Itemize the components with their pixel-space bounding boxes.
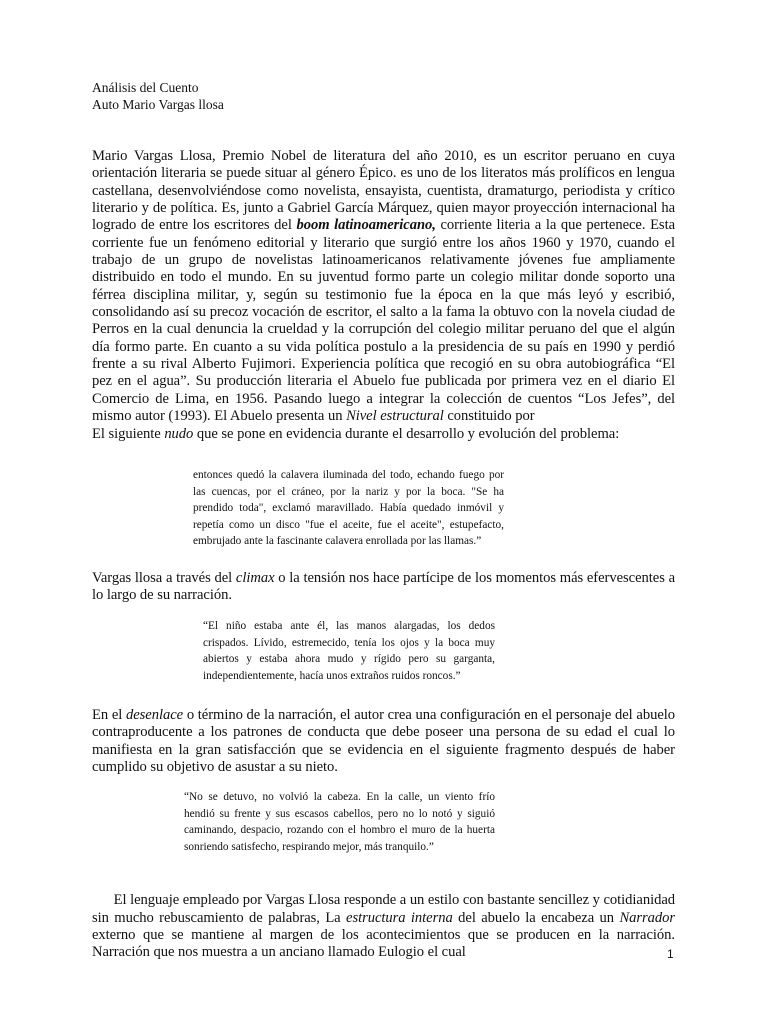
boom-emphasis: boom latinoamericano, bbox=[296, 217, 436, 234]
header-author: Auto Mario Vargas llosa bbox=[92, 97, 224, 112]
desenlace-emphasis: desenlace bbox=[126, 707, 184, 723]
quote-desenlace: “No se detuvo, no volvió la cabeza. En la calle, un viento frío hendió su frente y sus escasos cabellos, pero no lo notó y siguió caminando, despacio, rozando con el hombro el muro de la huerta sonriendo satisfecho, respirando mejor, más tranquilo.” bbox=[184, 791, 495, 853]
paragraph-text: Mario Vargas Llosa, Premio Nobel de literatura del año 2010, es un escritor peruano en cuya orientación literaria se puede situar al género Épico. es uno de los literatos más prolíficos en lengua castellana, desenvolviéndose como novelista, ensayista, cuentista, dramaturgo, periodista y crítico literario y de política. Es, junto a Gabriel García Márquez, quien mayor proyección internacional ha logrado de entre los escritores del bbox=[92, 148, 675, 234]
narrador-emphasis: Narrador bbox=[619, 909, 675, 926]
nivel-emphasis: Nivel estructural bbox=[346, 408, 444, 425]
paragraph-text: El siguiente bbox=[92, 425, 165, 442]
paragraph-text: En el bbox=[92, 707, 126, 723]
paragraph-text: o término de la narración, el autor crea una configuración en el personaje del abuelo contraproducente a los patrones de conducta que debe poseer una persona de su edad el cual lo manifiesta en la gran satisfacción que se evidencia en el siguiente fragmento después de haber cumplido su objetivo de asustar a su nieto. bbox=[92, 707, 675, 776]
paragraph-biography bbox=[92, 148, 675, 443]
nudo-emphasis: nudo bbox=[164, 425, 194, 442]
climax-emphasis: climax bbox=[235, 570, 275, 586]
paragraph-text: del abuelo la encabeza un bbox=[452, 909, 620, 926]
paragraph-desenlace bbox=[92, 707, 675, 776]
paragraph-text: El lenguaje empleado por Vargas Llosa responde a un estilo con bastante sencillez y cotidianidad sin mucho rebuscamiento de palabras, La bbox=[92, 892, 679, 926]
paragraph-text: o la tensión nos hace partícipe de los momentos más efervescentes a lo largo de su narración. bbox=[92, 570, 676, 604]
quote-nudo: entonces quedó la calavera iluminada del todo, echando fuego por las cuencas, por el cráneo, por la nariz y por la boca. "Se ha prendido toda", exclamó maravillado. Había quedado inmóvil y repetía como un disco "fue el aceite, fue el aceite", estupefacto, embrujado ante la fascinante calavera enrollada por las llamas.” bbox=[193, 469, 504, 548]
paragraph-text: corriente literia a la que pertenece. Esta corriente fue un fenómeno editorial y literario que surgió entre los años 1960 y 1970, cuando el trabajo de un grupo de novelistas latinoamericanos relativamente jóvenes fue ampliamente distribuido en todo el mundo. En su juventud formo parte un colegio militar donde soporto una férrea disciplina militar, y, según su testimonio fue la época en la que más leyó y escribió, consolidando así su precoz vocación de escritor, el salto a la fama la obtuvo con la novela ciudad de Perros en la cual denuncia la crueldad y la corrupción del colegio militar peruano del que el algún día formo parte. En cuanto a su vida política postulo a la presidencia de su país en 1990 y perdió frente a su rival Alberto Fujimori. Experiencia política que recogió en su obra autobiográfica “El pez en el agua”. Su producción literaria el Abuelo fue publicada por primera vez en el diario El Comercio de Lima, en 1956. Pasando luego a integrar la colección de cuentos “Los Jefes”, del mismo autor (1993). El Abuelo presenta un bbox=[92, 217, 675, 425]
paragraph-text: constituido por bbox=[443, 408, 535, 425]
paragraph-text: Vargas llosa a través del bbox=[92, 570, 236, 586]
paragraph-climax bbox=[92, 570, 675, 605]
document-header bbox=[92, 79, 224, 113]
estructura-emphasis: estructura interna bbox=[346, 909, 453, 926]
paragraph-lenguaje bbox=[92, 875, 679, 979]
page-number: 1 bbox=[667, 947, 674, 961]
nudo-line bbox=[92, 426, 675, 443]
quote-climax: “El niño estaba ante él, las manos alargadas, los dedos crispados. Lívido, estremecido, tenía los ojos y la boca muy abiertos y estaba ahora mudo y rígido pero su garganta, independientemente, hacía unos extraños ruidos roncos.” bbox=[203, 620, 495, 682]
paragraph-text: que se pone en evidencia durante el desarrollo y evolución del problema: bbox=[193, 425, 620, 442]
paragraph-text: externo que se mantiene al margen de los acontecimientos que se producen en la narración. Narración que nos muestra a un anciano llamado Eulogio el cual bbox=[92, 909, 679, 961]
header-title: Análisis del Cuento bbox=[92, 80, 199, 95]
